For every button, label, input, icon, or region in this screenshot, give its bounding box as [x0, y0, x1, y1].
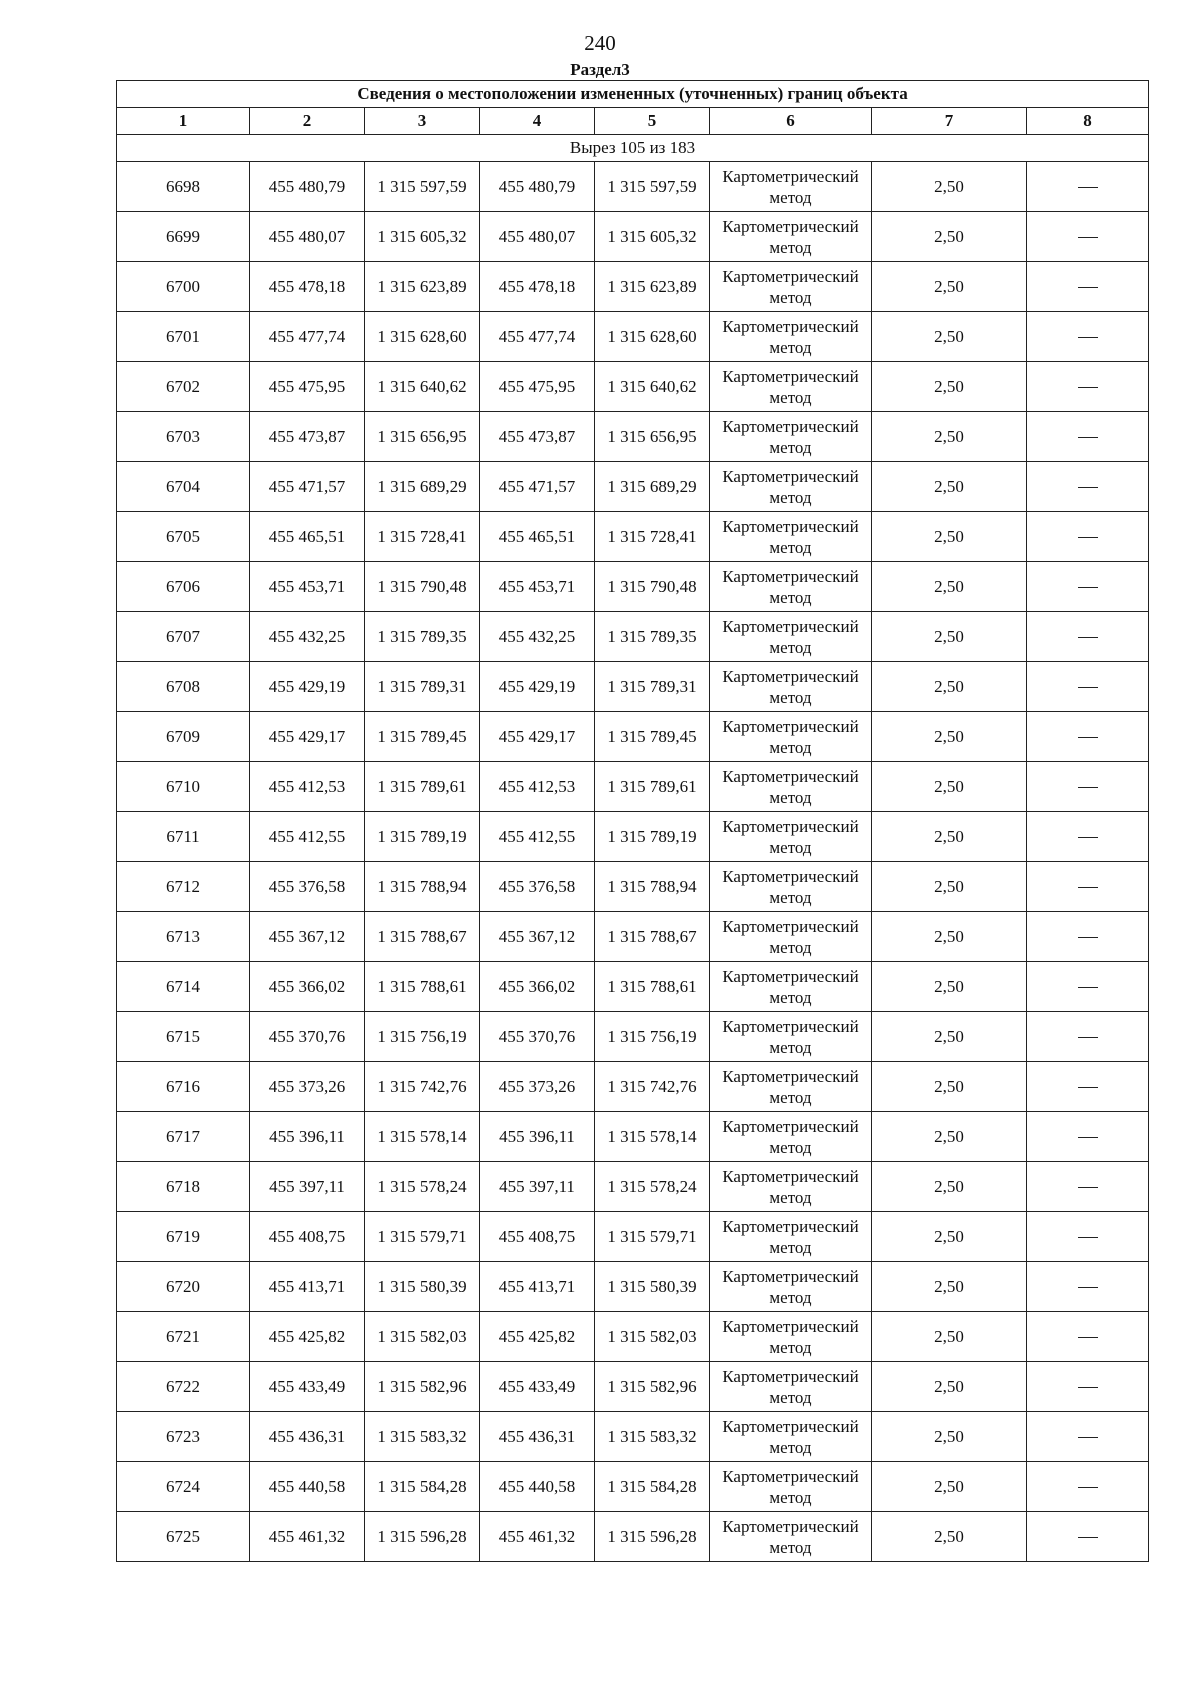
y-coordinate-old: 1 315 597,59: [365, 162, 480, 212]
y-coordinate-old: 1 315 790,48: [365, 562, 480, 612]
point-number: 6711: [117, 812, 250, 862]
table-row: [117, 462, 1149, 512]
note-cell: [1027, 662, 1149, 712]
note-cell: [1027, 1312, 1149, 1362]
dash-symbol: [1078, 537, 1098, 538]
y-coordinate-old: 1 315 756,19: [365, 1012, 480, 1062]
table-row: [117, 312, 1149, 362]
note-cell: [1027, 762, 1149, 812]
method-cell: Картометрический метод: [710, 812, 872, 862]
table-row: [117, 812, 1149, 862]
y-coordinate-old: 1 315 789,31: [365, 662, 480, 712]
x-coordinate-old: 455 412,53: [250, 762, 365, 812]
method-cell: Картометрический метод: [710, 1062, 872, 1112]
x-coordinate-old: 455 397,11: [250, 1162, 365, 1212]
y-coordinate-old: 1 315 596,28: [365, 1512, 480, 1562]
method-cell: Картометрический метод: [710, 212, 872, 262]
method-cell: Картометрический метод: [710, 1462, 872, 1512]
note-cell: [1027, 362, 1149, 412]
y-coordinate-old: 1 315 640,62: [365, 362, 480, 412]
method-cell: Картометрический метод: [710, 1362, 872, 1412]
x-coordinate-old: 455 376,58: [250, 862, 365, 912]
y-coordinate-new: 1 315 789,19: [595, 812, 710, 862]
table-row: [117, 212, 1149, 262]
fragment-row: [117, 135, 1149, 162]
point-number: 6707: [117, 612, 250, 662]
method-cell: Картометрический метод: [710, 162, 872, 212]
method-cell: Картометрический метод: [710, 1312, 872, 1362]
y-coordinate-old: 1 315 789,19: [365, 812, 480, 862]
x-coordinate-new: 455 376,58: [480, 862, 595, 912]
method-cell: Картометрический метод: [710, 1212, 872, 1262]
point-number: 6698: [117, 162, 250, 212]
y-coordinate-new: 1 315 742,76: [595, 1062, 710, 1112]
x-coordinate-old: 455 473,87: [250, 412, 365, 462]
point-number: 6709: [117, 712, 250, 762]
y-coordinate-new: 1 315 789,31: [595, 662, 710, 712]
method-cell: Картометрический метод: [710, 562, 872, 612]
precision-cell: 2,50: [872, 1362, 1027, 1412]
x-coordinate-old: 455 367,12: [250, 912, 365, 962]
dash-symbol: [1078, 1087, 1098, 1088]
x-coordinate-new: 455 412,55: [480, 812, 595, 862]
dash-symbol: [1078, 687, 1098, 688]
method-cell: Картометрический метод: [710, 612, 872, 662]
x-coordinate-new: 455 461,32: [480, 1512, 595, 1562]
dash-symbol: [1078, 1487, 1098, 1488]
precision-cell: 2,50: [872, 512, 1027, 562]
y-coordinate-new: 1 315 582,03: [595, 1312, 710, 1362]
precision-cell: 2,50: [872, 862, 1027, 912]
table-row: [117, 412, 1149, 462]
point-number: 6719: [117, 1212, 250, 1262]
y-coordinate-new: 1 315 789,35: [595, 612, 710, 662]
dash-symbol: [1078, 187, 1098, 188]
x-coordinate-new: 455 412,53: [480, 762, 595, 812]
precision-cell: 2,50: [872, 962, 1027, 1012]
precision-cell: 2,50: [872, 1062, 1027, 1112]
dash-symbol: [1078, 337, 1098, 338]
note-cell: [1027, 412, 1149, 462]
y-coordinate-old: 1 315 656,95: [365, 412, 480, 462]
note-cell: [1027, 312, 1149, 362]
method-cell: Картометрический метод: [710, 962, 872, 1012]
precision-cell: 2,50: [872, 1462, 1027, 1512]
precision-cell: 2,50: [872, 1512, 1027, 1562]
precision-cell: 2,50: [872, 262, 1027, 312]
x-coordinate-new: 455 473,87: [480, 412, 595, 462]
note-cell: [1027, 512, 1149, 562]
x-coordinate-old: 455 471,57: [250, 462, 365, 512]
y-coordinate-new: 1 315 579,71: [595, 1212, 710, 1262]
y-coordinate-new: 1 315 689,29: [595, 462, 710, 512]
precision-cell: 2,50: [872, 812, 1027, 862]
table-row: [117, 262, 1149, 312]
x-coordinate-new: 455 433,49: [480, 1362, 595, 1412]
x-coordinate-old: 455 436,31: [250, 1412, 365, 1462]
point-number: 6702: [117, 362, 250, 412]
y-coordinate-old: 1 315 742,76: [365, 1062, 480, 1112]
y-coordinate-old: 1 315 689,29: [365, 462, 480, 512]
y-coordinate-new: 1 315 756,19: [595, 1012, 710, 1062]
x-coordinate-new: 455 429,19: [480, 662, 595, 712]
note-cell: [1027, 1112, 1149, 1162]
y-coordinate-new: 1 315 596,28: [595, 1512, 710, 1562]
dash-symbol: [1078, 1437, 1098, 1438]
table-caption: Сведения о местоположении измененных (уточненных) границ объекта: [117, 81, 1149, 108]
precision-cell: 2,50: [872, 912, 1027, 962]
table-row: [117, 762, 1149, 812]
y-coordinate-new: 1 315 578,24: [595, 1162, 710, 1212]
precision-cell: 2,50: [872, 562, 1027, 612]
y-coordinate-new: 1 315 788,94: [595, 862, 710, 912]
x-coordinate-old: 455 366,02: [250, 962, 365, 1012]
y-coordinate-new: 1 315 788,61: [595, 962, 710, 1012]
table-row: [117, 662, 1149, 712]
point-number: 6708: [117, 662, 250, 712]
table-row: [117, 1162, 1149, 1212]
note-cell: [1027, 1362, 1149, 1412]
y-coordinate-new: 1 315 788,67: [595, 912, 710, 962]
dash-symbol: [1078, 1287, 1098, 1288]
page-number: 240: [584, 31, 616, 55]
column-number: 6: [710, 108, 872, 135]
x-coordinate-old: 455 480,07: [250, 212, 365, 262]
precision-cell: 2,50: [872, 712, 1027, 762]
y-coordinate-new: 1 315 583,32: [595, 1412, 710, 1462]
dash-symbol: [1078, 487, 1098, 488]
table-row: [117, 712, 1149, 762]
note-cell: [1027, 912, 1149, 962]
precision-cell: 2,50: [872, 412, 1027, 462]
point-number: 6722: [117, 1362, 250, 1412]
y-coordinate-old: 1 315 582,96: [365, 1362, 480, 1412]
column-number-row: [117, 108, 1149, 135]
point-number: 6716: [117, 1062, 250, 1112]
y-coordinate-old: 1 315 584,28: [365, 1462, 480, 1512]
point-number: 6704: [117, 462, 250, 512]
note-cell: [1027, 162, 1149, 212]
fragment-label: Вырез 105 из 183: [117, 135, 1149, 162]
note-cell: [1027, 862, 1149, 912]
precision-cell: 2,50: [872, 612, 1027, 662]
x-coordinate-old: 455 396,11: [250, 1112, 365, 1162]
point-number: 6712: [117, 862, 250, 912]
precision-cell: 2,50: [872, 662, 1027, 712]
y-coordinate-new: 1 315 623,89: [595, 262, 710, 312]
note-cell: [1027, 1462, 1149, 1512]
method-cell: Картометрический метод: [710, 412, 872, 462]
table-row: [117, 1312, 1149, 1362]
x-coordinate-old: 455 465,51: [250, 512, 365, 562]
table-row: [117, 612, 1149, 662]
note-cell: [1027, 612, 1149, 662]
y-coordinate-old: 1 315 628,60: [365, 312, 480, 362]
y-coordinate-new: 1 315 640,62: [595, 362, 710, 412]
point-number: 6714: [117, 962, 250, 1012]
table-row: [117, 562, 1149, 612]
dash-symbol: [1078, 737, 1098, 738]
note-cell: [1027, 962, 1149, 1012]
method-cell: Картометрический метод: [710, 912, 872, 962]
y-coordinate-new: 1 315 656,95: [595, 412, 710, 462]
x-coordinate-new: 455 413,71: [480, 1262, 595, 1312]
x-coordinate-new: 455 440,58: [480, 1462, 595, 1512]
note-cell: [1027, 1212, 1149, 1262]
dash-symbol: [1078, 1187, 1098, 1188]
point-number: 6725: [117, 1512, 250, 1562]
point-number: 6723: [117, 1412, 250, 1462]
precision-cell: 2,50: [872, 1012, 1027, 1062]
point-number: 6720: [117, 1262, 250, 1312]
x-coordinate-new: 455 425,82: [480, 1312, 595, 1362]
dash-symbol: [1078, 387, 1098, 388]
column-number: 2: [250, 108, 365, 135]
y-coordinate-new: 1 315 789,61: [595, 762, 710, 812]
method-cell: Картометрический метод: [710, 1012, 872, 1062]
method-cell: Картометрический метод: [710, 1262, 872, 1312]
dash-symbol: [1078, 287, 1098, 288]
table-row: [117, 1112, 1149, 1162]
x-coordinate-old: 455 370,76: [250, 1012, 365, 1062]
point-number: 6724: [117, 1462, 250, 1512]
table-row: [117, 1362, 1149, 1412]
precision-cell: 2,50: [872, 1312, 1027, 1362]
y-coordinate-new: 1 315 578,14: [595, 1112, 710, 1162]
point-number: 6718: [117, 1162, 250, 1212]
point-number: 6701: [117, 312, 250, 362]
precision-cell: 2,50: [872, 762, 1027, 812]
column-number: 7: [872, 108, 1027, 135]
x-coordinate-new: 455 471,57: [480, 462, 595, 512]
x-coordinate-new: 455 477,74: [480, 312, 595, 362]
y-coordinate-old: 1 315 578,24: [365, 1162, 480, 1212]
x-coordinate-new: 455 478,18: [480, 262, 595, 312]
table-row: [117, 1062, 1149, 1112]
note-cell: [1027, 712, 1149, 762]
method-cell: Картометрический метод: [710, 262, 872, 312]
y-coordinate-new: 1 315 628,60: [595, 312, 710, 362]
table-row: [117, 1462, 1149, 1512]
x-coordinate-old: 455 453,71: [250, 562, 365, 612]
y-coordinate-old: 1 315 788,94: [365, 862, 480, 912]
x-coordinate-new: 455 366,02: [480, 962, 595, 1012]
note-cell: [1027, 1262, 1149, 1312]
method-cell: Картометрический метод: [710, 362, 872, 412]
note-cell: [1027, 462, 1149, 512]
precision-cell: 2,50: [872, 462, 1027, 512]
method-cell: Картометрический метод: [710, 712, 872, 762]
point-number: 6699: [117, 212, 250, 262]
x-coordinate-old: 455 432,25: [250, 612, 365, 662]
table-row: [117, 912, 1149, 962]
point-number: 6713: [117, 912, 250, 962]
table-row: [117, 862, 1149, 912]
x-coordinate-old: 455 412,55: [250, 812, 365, 862]
dash-symbol: [1078, 1037, 1098, 1038]
y-coordinate-new: 1 315 584,28: [595, 1462, 710, 1512]
y-coordinate-old: 1 315 623,89: [365, 262, 480, 312]
x-coordinate-new: 455 432,25: [480, 612, 595, 662]
y-coordinate-new: 1 315 789,45: [595, 712, 710, 762]
x-coordinate-new: 455 397,11: [480, 1162, 595, 1212]
y-coordinate-old: 1 315 788,61: [365, 962, 480, 1012]
table-row: [117, 1512, 1149, 1562]
method-cell: Картометрический метод: [710, 1112, 872, 1162]
dash-symbol: [1078, 1237, 1098, 1238]
point-number: 6717: [117, 1112, 250, 1162]
y-coordinate-old: 1 315 789,61: [365, 762, 480, 812]
table-row: [117, 362, 1149, 412]
caption-row: [117, 81, 1149, 108]
x-coordinate-old: 455 425,82: [250, 1312, 365, 1362]
dash-symbol: [1078, 987, 1098, 988]
table-row: [117, 1412, 1149, 1462]
x-coordinate-old: 455 478,18: [250, 262, 365, 312]
x-coordinate-old: 455 413,71: [250, 1262, 365, 1312]
y-coordinate-new: 1 315 580,39: [595, 1262, 710, 1312]
x-coordinate-new: 455 480,07: [480, 212, 595, 262]
x-coordinate-new: 455 367,12: [480, 912, 595, 962]
point-number: 6715: [117, 1012, 250, 1062]
method-cell: Картометрический метод: [710, 512, 872, 562]
method-cell: Картометрический метод: [710, 312, 872, 362]
table-body: [117, 135, 1149, 1562]
precision-cell: 2,50: [872, 1212, 1027, 1262]
x-coordinate-new: 455 475,95: [480, 362, 595, 412]
method-cell: Картометрический метод: [710, 762, 872, 812]
precision-cell: 2,50: [872, 162, 1027, 212]
precision-cell: 2,50: [872, 362, 1027, 412]
y-coordinate-old: 1 315 728,41: [365, 512, 480, 562]
y-coordinate-new: 1 315 597,59: [595, 162, 710, 212]
table-row: [117, 512, 1149, 562]
method-cell: Картометрический метод: [710, 662, 872, 712]
x-coordinate-old: 455 475,95: [250, 362, 365, 412]
precision-cell: 2,50: [872, 212, 1027, 262]
dash-symbol: [1078, 787, 1098, 788]
column-number: 4: [480, 108, 595, 135]
note-cell: [1027, 1062, 1149, 1112]
y-coordinate-new: 1 315 790,48: [595, 562, 710, 612]
x-coordinate-new: 455 465,51: [480, 512, 595, 562]
y-coordinate-old: 1 315 789,45: [365, 712, 480, 762]
method-cell: Картометрический метод: [710, 462, 872, 512]
note-cell: [1027, 1412, 1149, 1462]
column-number: 8: [1027, 108, 1149, 135]
x-coordinate-old: 455 433,49: [250, 1362, 365, 1412]
x-coordinate-old: 455 408,75: [250, 1212, 365, 1262]
point-number: 6706: [117, 562, 250, 612]
note-cell: [1027, 262, 1149, 312]
point-number: 6721: [117, 1312, 250, 1362]
precision-cell: 2,50: [872, 1262, 1027, 1312]
y-coordinate-new: 1 315 582,96: [595, 1362, 710, 1412]
y-coordinate-old: 1 315 788,67: [365, 912, 480, 962]
note-cell: [1027, 812, 1149, 862]
x-coordinate-new: 455 408,75: [480, 1212, 595, 1262]
y-coordinate-old: 1 315 583,32: [365, 1412, 480, 1462]
dash-symbol: [1078, 937, 1098, 938]
point-number: 6710: [117, 762, 250, 812]
y-coordinate-new: 1 315 728,41: [595, 512, 710, 562]
x-coordinate-old: 455 440,58: [250, 1462, 365, 1512]
note-cell: [1027, 562, 1149, 612]
y-coordinate-old: 1 315 579,71: [365, 1212, 480, 1262]
precision-cell: 2,50: [872, 1112, 1027, 1162]
table-row: [117, 962, 1149, 1012]
y-coordinate-new: 1 315 605,32: [595, 212, 710, 262]
x-coordinate-new: 455 429,17: [480, 712, 595, 762]
x-coordinate-new: 455 370,76: [480, 1012, 595, 1062]
x-coordinate-old: 455 477,74: [250, 312, 365, 362]
dash-symbol: [1078, 637, 1098, 638]
dash-symbol: [1078, 1337, 1098, 1338]
boundary-table: [116, 80, 1149, 1562]
table-row: [117, 162, 1149, 212]
x-coordinate-old: 455 429,19: [250, 662, 365, 712]
y-coordinate-old: 1 315 582,03: [365, 1312, 480, 1362]
column-number: 1: [117, 108, 250, 135]
y-coordinate-old: 1 315 605,32: [365, 212, 480, 262]
table-row: [117, 1212, 1149, 1262]
dash-symbol: [1078, 837, 1098, 838]
table-row: [117, 1012, 1149, 1062]
x-coordinate-old: 455 461,32: [250, 1512, 365, 1562]
method-cell: Картометрический метод: [710, 1412, 872, 1462]
x-coordinate-new: 455 436,31: [480, 1412, 595, 1462]
x-coordinate-new: 455 453,71: [480, 562, 595, 612]
note-cell: [1027, 1512, 1149, 1562]
y-coordinate-old: 1 315 580,39: [365, 1262, 480, 1312]
precision-cell: 2,50: [872, 312, 1027, 362]
dash-symbol: [1078, 887, 1098, 888]
x-coordinate-old: 455 480,79: [250, 162, 365, 212]
x-coordinate-new: 455 373,26: [480, 1062, 595, 1112]
dash-symbol: [1078, 1537, 1098, 1538]
column-number: 5: [595, 108, 710, 135]
point-number: 6703: [117, 412, 250, 462]
method-cell: Картометрический метод: [710, 1162, 872, 1212]
note-cell: [1027, 212, 1149, 262]
precision-cell: 2,50: [872, 1162, 1027, 1212]
note-cell: [1027, 1162, 1149, 1212]
y-coordinate-old: 1 315 578,14: [365, 1112, 480, 1162]
x-coordinate-new: 455 396,11: [480, 1112, 595, 1162]
method-cell: Картометрический метод: [710, 1512, 872, 1562]
point-number: 6700: [117, 262, 250, 312]
column-number: 3: [365, 108, 480, 135]
dash-symbol: [1078, 1137, 1098, 1138]
x-coordinate-new: 455 480,79: [480, 162, 595, 212]
dash-symbol: [1078, 1387, 1098, 1388]
table-row: [117, 1262, 1149, 1312]
section-title: Раздел3: [570, 60, 630, 79]
precision-cell: 2,50: [872, 1412, 1027, 1462]
point-number: 6705: [117, 512, 250, 562]
dash-symbol: [1078, 587, 1098, 588]
dash-symbol: [1078, 437, 1098, 438]
note-cell: [1027, 1012, 1149, 1062]
x-coordinate-old: 455 373,26: [250, 1062, 365, 1112]
method-cell: Картометрический метод: [710, 862, 872, 912]
dash-symbol: [1078, 237, 1098, 238]
y-coordinate-old: 1 315 789,35: [365, 612, 480, 662]
x-coordinate-old: 455 429,17: [250, 712, 365, 762]
